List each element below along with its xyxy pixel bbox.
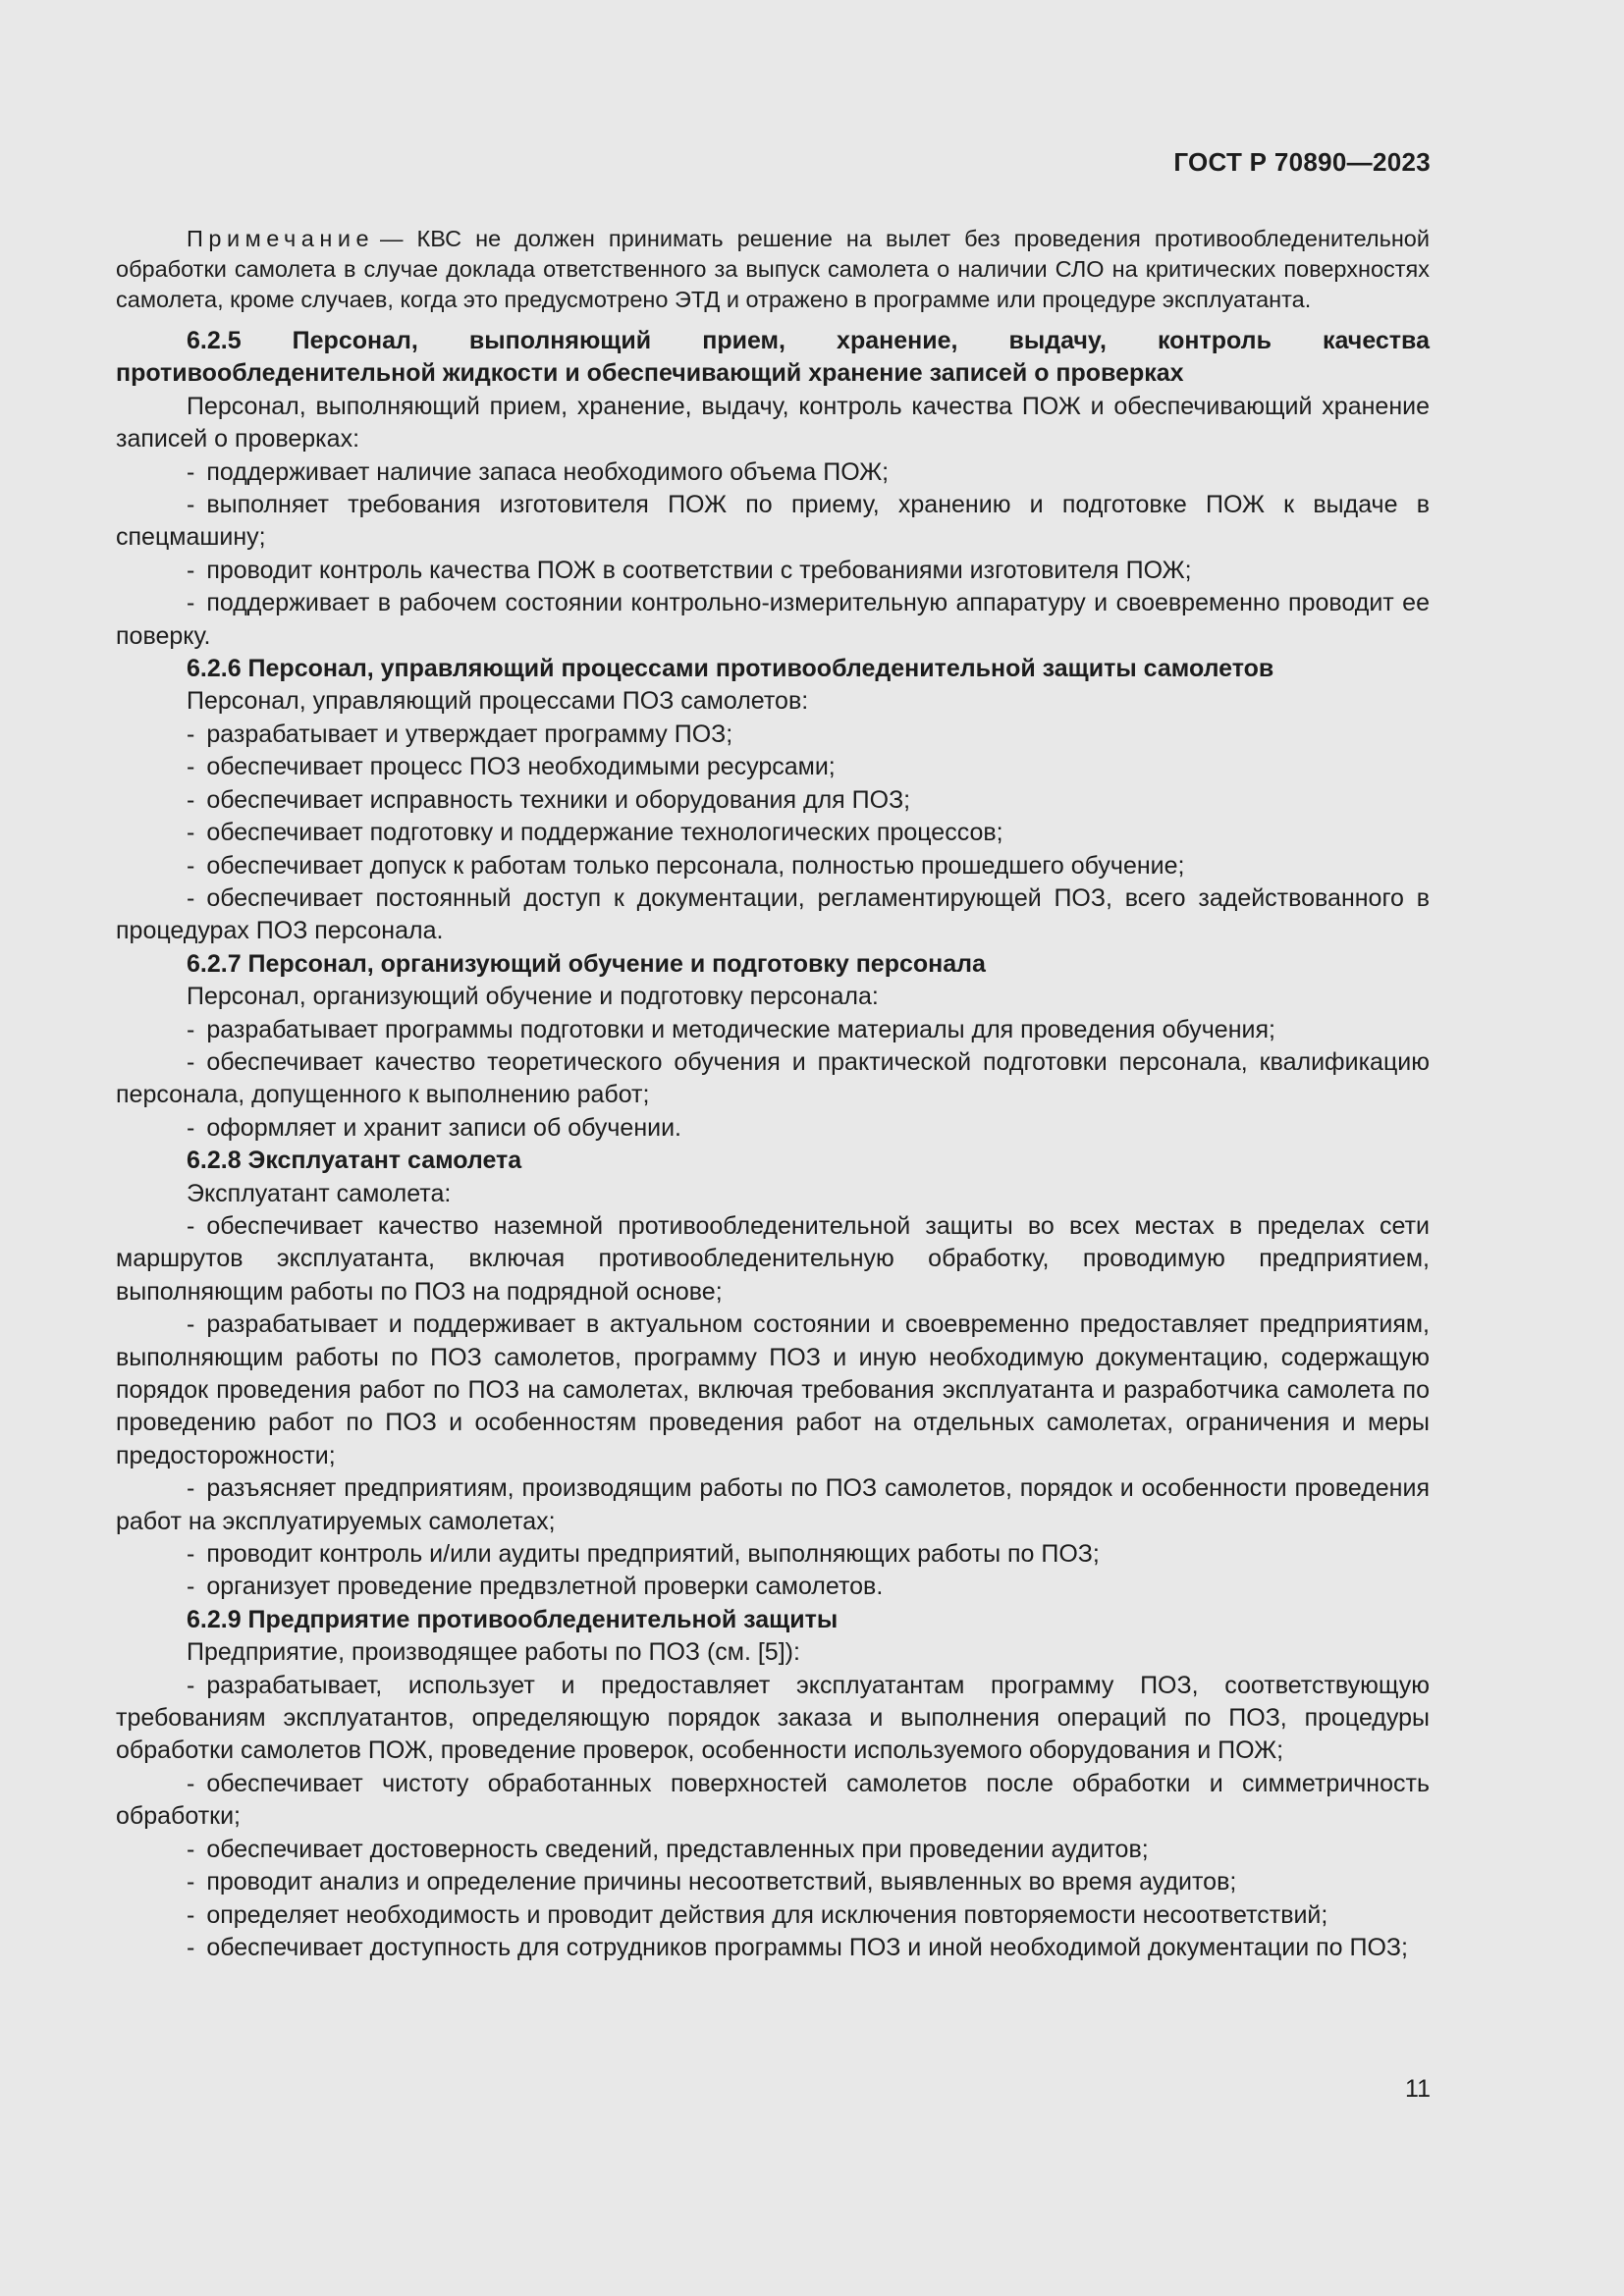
list-item: - обеспечивает качество наземной противообледенительной защиты во всех местах в пределах сети маршрутов эксплуатанта, включая противообледенительную обработку, проводимую предприятием, выполняющим работы по ПОЗ на подрядной основе; bbox=[116, 1211, 1430, 1306]
list-item: - разъясняет предприятиям, производящим работы по ПОЗ самолетов, порядок и особенности проведения работ на эксплуатируемых самолетах; bbox=[116, 1474, 1430, 1535]
section-heading-6-2-9: 6.2.9 Предприятие противообледенительной защиты bbox=[187, 1605, 839, 1633]
section-intro: Эксплуатант самолета: bbox=[187, 1179, 452, 1207]
list-item: - обеспечивает процесс ПОЗ необходимыми ресурсами; bbox=[187, 753, 836, 781]
document-body bbox=[116, 224, 1430, 1964]
page-number: 11 bbox=[1405, 2075, 1431, 2103]
list-item: - обеспечивает качество теоретического обучения и практической подготовки персонала, квалификацию персонала, допущенного к выполнению работ; bbox=[116, 1047, 1430, 1109]
note-paragraph bbox=[116, 224, 1430, 315]
list-item: - определяет необходимость и проводит действия для исключения повторяемости несоответствий; bbox=[187, 1900, 1328, 1929]
list-item: - обеспечивает чистоту обработанных поверхностей самолетов после обработки и симметричность обработки; bbox=[116, 1769, 1430, 1831]
section-intro: Персонал, выполняющий прием, хранение, выдачу, контроль качества ПОЖ и обеспечивающий хранение записей о проверках: bbox=[116, 392, 1430, 454]
section-heading-6-2-6: 6.2.6 Персонал, управляющий процессами противообледенительной защиты самолетов bbox=[187, 655, 1274, 683]
list-item: - разрабатывает и поддерживает в актуальном состоянии и своевременно предоставляет предприятиям, выполняющим работы по ПОЗ самолетов, программу ПОЗ и иную необходимую документацию, содержащую порядок проведения работ по ПОЗ на самолетах, включая требования эксплуатанта и разработчика самолета по проведению работ по ПОЗ и особенностям проведения работ на отдельных самолетах, ограничения и меры предосторожности; bbox=[116, 1310, 1430, 1469]
list-item: - обеспечивает постоянный доступ к документации, регламентирующей ПОЗ, всего задействованного в процедурах ПОЗ персонала. bbox=[116, 883, 1430, 945]
section-heading-6-2-5: 6.2.5 Персонал, выполняющий прием, хранение, выдачу, контроль качества противообледенительной жидкости и обеспечивающий хранение записей о проверках bbox=[116, 327, 1430, 388]
list-item: - поддерживает наличие запаса необходимого объема ПОЖ; bbox=[187, 457, 890, 486]
list-item: - разрабатывает программы подготовки и методические материалы для проведения обучения; bbox=[187, 1015, 1275, 1043]
list-item: - проводит контроль качества ПОЖ в соответствии с требованиями изготовителя ПОЖ; bbox=[187, 556, 1192, 584]
note-label: Примечание bbox=[187, 226, 375, 251]
list-item: - обеспечивает достоверность сведений, представленных при проведении аудитов; bbox=[187, 1835, 1149, 1863]
list-item: - обеспечивает подготовку и поддержание технологических процессов; bbox=[187, 819, 1003, 847]
note-text: — КВС не должен принимать решение на вылет без проведения противообледенительной обработки самолета в случае доклада ответственного за выпуск самолета о наличии СЛО на критических поверхностях самолета, кроме случаев, когда это предусмотрено ЭТД и отражено в программе или процедуре эксплуатанта. bbox=[116, 226, 1430, 312]
section-heading-6-2-8: 6.2.8 Эксплуатант самолета bbox=[187, 1147, 522, 1175]
section-intro: Предприятие, производящее работы по ПОЗ (см. [5]): bbox=[187, 1638, 800, 1667]
list-item: - разрабатывает и утверждает программу ПОЗ; bbox=[187, 720, 733, 748]
list-item: - обеспечивает доступность для сотрудников программы ПОЗ и иной необходимой документации по ПОЗ; bbox=[187, 1933, 1408, 1961]
list-item: - выполняет требования изготовителя ПОЖ по приему, хранению и подготовке ПОЖ к выдаче в спецмашину; bbox=[116, 491, 1430, 552]
list-item: - проводит контроль и/или аудиты предприятий, выполняющих работы по ПОЗ; bbox=[187, 1540, 1100, 1569]
list-item: - проводит анализ и определение причины несоответствий, выявленных во время аудитов; bbox=[187, 1868, 1237, 1896]
list-item: - разрабатывает, использует и предоставляет эксплуатантам программу ПОЗ, соответствующую требованиям эксплуатантов, определяющую порядок заказа и выполнения операций по ПОЗ, процедуры обработки самолетов ПОЖ, проведение проверок, особенности используемого оборудования и ПОЖ; bbox=[116, 1671, 1430, 1765]
section-intro: Персонал, организующий обучение и подготовку персонала: bbox=[187, 983, 879, 1011]
list-item: - обеспечивает исправность техники и оборудования для ПОЗ; bbox=[187, 785, 911, 814]
list-item: - организует проведение предвзлетной проверки самолетов. bbox=[187, 1573, 884, 1601]
section-heading-6-2-7: 6.2.7 Персонал, организующий обучение и подготовку персонала bbox=[187, 949, 986, 978]
list-item: - обеспечивает допуск к работам только персонала, полностью прошедшего обучение; bbox=[187, 851, 1185, 880]
list-item: - поддерживает в рабочем состоянии контрольно-измерительную аппаратуру и своевременно проводит ее поверку. bbox=[116, 589, 1430, 650]
list-item: - оформляет и хранит записи об обучении. bbox=[187, 1113, 682, 1142]
document-header-id: ГОСТ Р 70890—2023 bbox=[1173, 147, 1431, 177]
section-intro: Персонал, управляющий процессами ПОЗ самолетов: bbox=[187, 687, 809, 716]
